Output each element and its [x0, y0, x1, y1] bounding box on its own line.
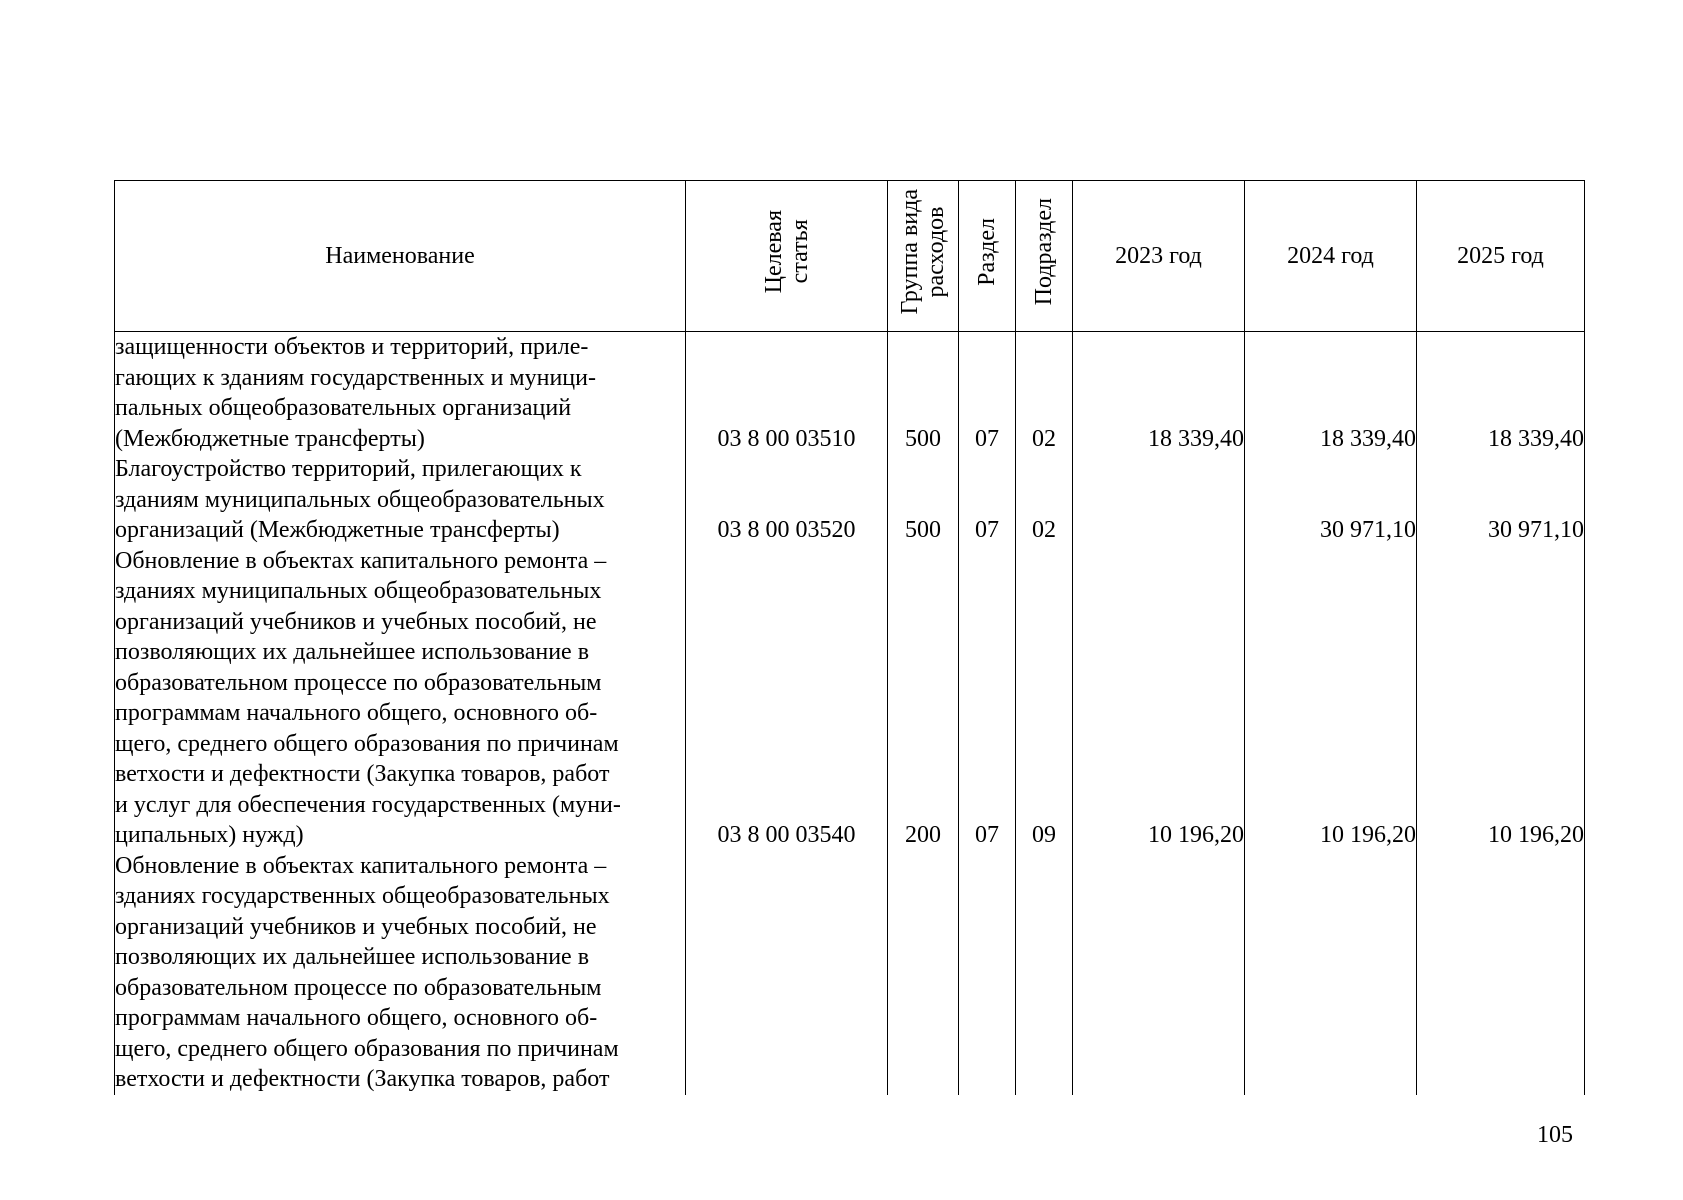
- row-amount-2023: [1073, 454, 1245, 546]
- row-name-line: пальных общеобразовательных организаций: [115, 395, 572, 421]
- row-name-line: организаций учебников и учебных пособий, не: [115, 608, 597, 635]
- row-name-line: позволяющих их дальнейшее использование в: [115, 944, 590, 970]
- row-name-line: зданиях государственных общеобразовательных: [115, 883, 610, 909]
- row-target-article: 03 8 00 03540: [686, 546, 888, 851]
- row-amount-2025: [1417, 851, 1585, 1095]
- row-amount-2024: [1245, 851, 1417, 1095]
- header-name-text: Наименование: [325, 242, 475, 269]
- table-body: [115, 332, 1585, 1095]
- row-section: [959, 851, 1016, 1095]
- row-amount-2025: 18 339,40: [1417, 332, 1585, 455]
- header-year-2024-text: 2024 год: [1287, 242, 1374, 269]
- row-name: [115, 454, 686, 546]
- row-expense-group: 200: [888, 546, 959, 851]
- header-subsection-text: Подраздел: [1031, 198, 1057, 306]
- row-amount-2023: [1073, 851, 1245, 1095]
- row-subsection: 02: [1016, 454, 1073, 546]
- row-amount-2023: 10 196,20: [1073, 546, 1245, 851]
- table-row: [115, 546, 1585, 851]
- row-name-line: организаций учебников и учебных пособий, не: [115, 913, 597, 940]
- row-amount-2023: 18 339,40: [1073, 332, 1245, 455]
- row-section: 07: [959, 332, 1016, 455]
- row-name-line: зданиях муниципальных общеобразовательных: [115, 578, 602, 604]
- table-header: [115, 181, 1585, 332]
- row-name-line: программам начального общего, основного об-: [115, 1005, 598, 1031]
- row-name: [115, 546, 686, 851]
- row-name-line: позволяющих их дальнейшее использование в: [115, 639, 590, 665]
- row-target-article: 03 8 00 03520: [686, 454, 888, 546]
- page-number: 105: [1537, 1122, 1573, 1148]
- row-name-line: ветхости и дефектности (Закупка товаров, работ: [115, 761, 610, 787]
- header-year-2024: [1245, 181, 1417, 332]
- header-year-2023: [1073, 181, 1245, 332]
- row-amount-2025: 10 196,20: [1417, 546, 1585, 851]
- row-target-article: 03 8 00 03510: [686, 332, 888, 455]
- header-section: [959, 181, 1016, 332]
- row-name-line: гающих к зданиям государственных и муници-: [115, 364, 596, 391]
- row-amount-2024: 10 196,20: [1245, 546, 1417, 851]
- row-name-line: и услуг для обеспечения государственных (муни-: [115, 791, 621, 818]
- header-target-article: [686, 181, 888, 332]
- header-year-2023-text: 2023 год: [1115, 242, 1202, 269]
- row-subsection: 09: [1016, 546, 1073, 851]
- row-expense-group: 500: [888, 332, 959, 455]
- row-name: [115, 332, 686, 455]
- row-name-line: Благоустройство территорий, прилегающих к: [115, 456, 582, 482]
- row-subsection: [1016, 851, 1073, 1095]
- row-name-line: образовательном процессе по образовательным: [115, 974, 602, 1001]
- row-target-article: [686, 851, 888, 1095]
- header-year-2025: [1417, 181, 1585, 332]
- header-year-2025-text: 2025 год: [1457, 242, 1544, 269]
- row-name: [115, 851, 686, 1095]
- header-name: [115, 181, 686, 332]
- budget-table: [114, 180, 1585, 1095]
- row-section: 07: [959, 546, 1016, 851]
- row-name-line: Обновление в объектах капитального ремонта –: [115, 852, 607, 879]
- row-expense-group: [888, 851, 959, 1095]
- row-name-line: программам начального общего, основного об-: [115, 700, 598, 726]
- row-amount-2024: 18 339,40: [1245, 332, 1417, 455]
- row-name-line: щего, среднего общего образования по причинам: [115, 1035, 619, 1062]
- row-name-line: ветхости и дефектности (Закупка товаров, работ: [115, 1066, 610, 1092]
- header-subsection: [1016, 181, 1073, 332]
- table-row: [115, 851, 1585, 1095]
- row-amount-2025: 30 971,10: [1417, 454, 1585, 546]
- row-name-line: образовательном процессе по образовательным: [115, 669, 602, 696]
- header-section-text: Раздел: [974, 217, 1000, 286]
- row-subsection: 02: [1016, 332, 1073, 455]
- row-name-line: Обновление в объектах капитального ремонта –: [115, 547, 607, 574]
- row-name-line: щего, среднего общего образования по причинам: [115, 730, 619, 757]
- row-name-line: защищенности объектов и территорий, приле-: [115, 334, 589, 360]
- header-expense-group: [888, 181, 959, 332]
- header-target-article-text: Целевая статья: [760, 210, 813, 294]
- row-amount-2024: 30 971,10: [1245, 454, 1417, 546]
- row-expense-group: 500: [888, 454, 959, 546]
- row-name-line: (Межбюджетные трансферты): [115, 425, 425, 452]
- row-section: 07: [959, 454, 1016, 546]
- header-expense-group-text: Группа вида расходов: [897, 189, 949, 315]
- row-name-line: организаций (Межбюджетные трансферты): [115, 517, 560, 543]
- table-row: [115, 332, 1585, 455]
- row-name-line: зданиям муниципальных общеобразовательных: [115, 486, 605, 513]
- table-row: [115, 454, 1585, 546]
- row-name-line: ципальных) нужд): [115, 822, 304, 848]
